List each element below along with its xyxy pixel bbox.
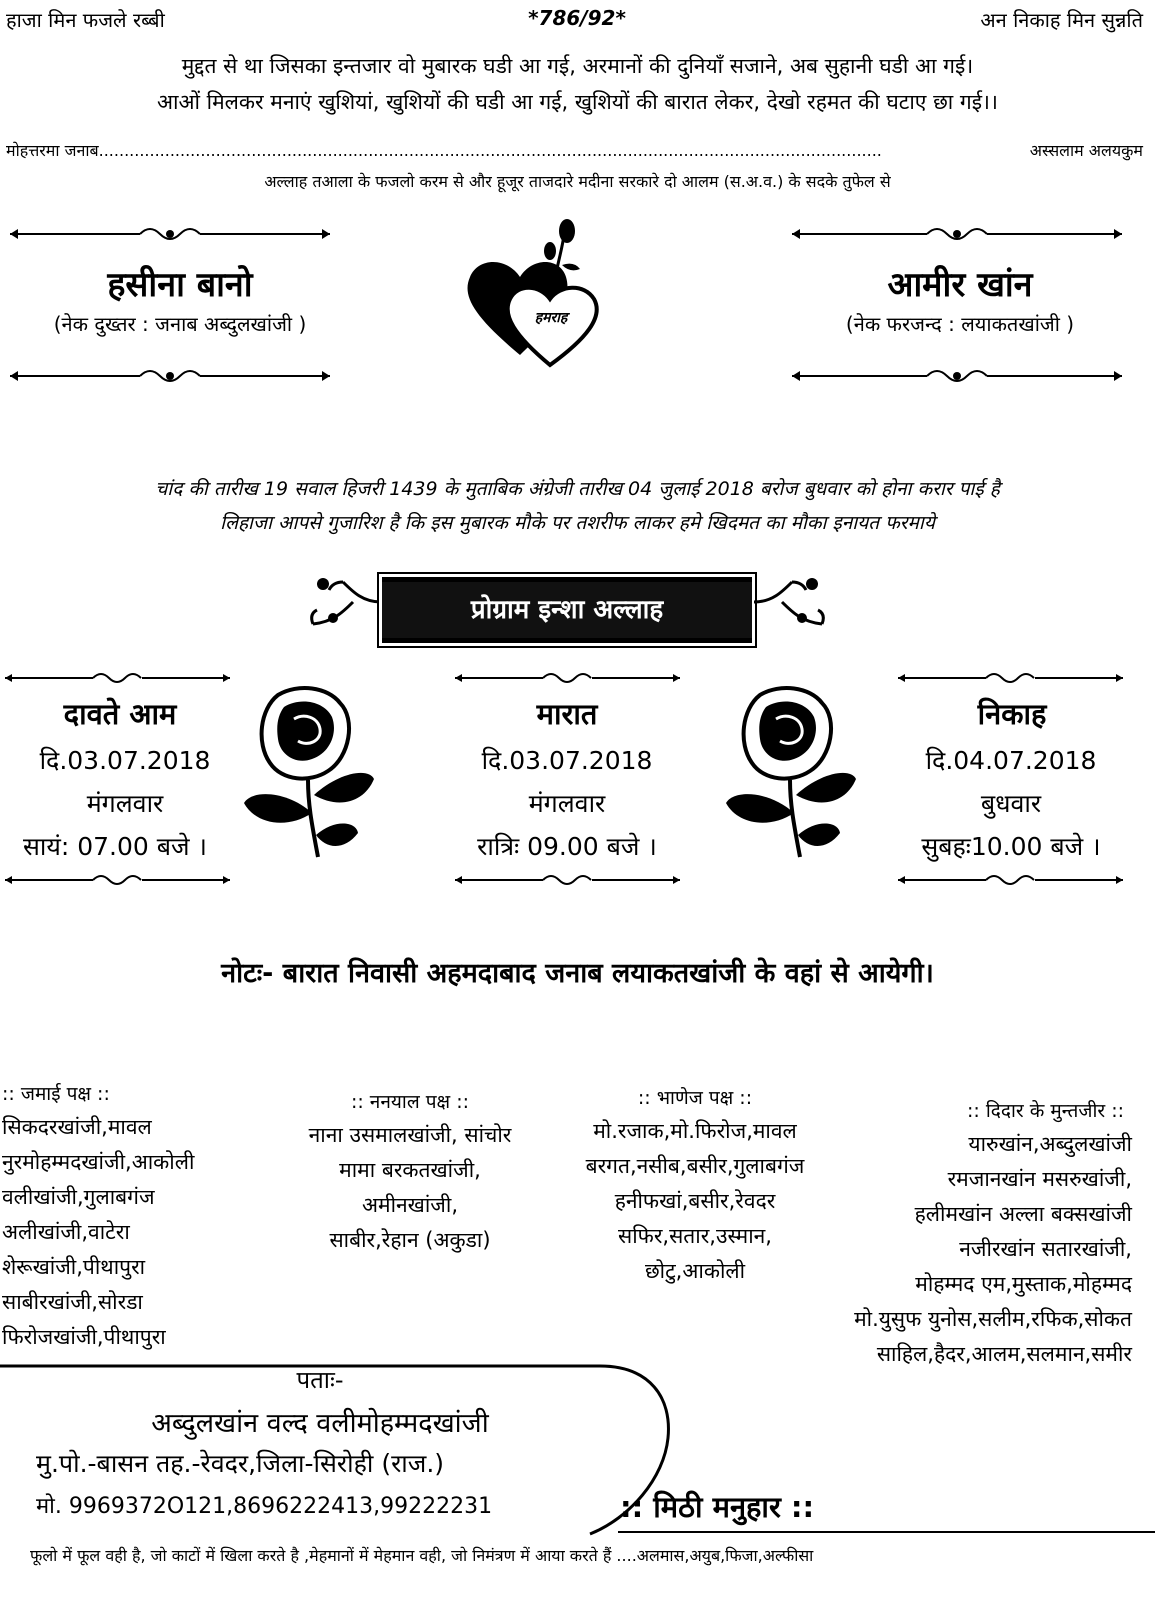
family-nanyal (265, 1088, 555, 1258)
event-date: दि.03.07.2018 (481, 746, 653, 775)
verse-line-1: मुद्दत से था जिसका इन्तजार वो मुबारक घडी आ गई, अरमानों की दुनियाँ सजाने, अब सुहानी घडी आ गई। (181, 54, 974, 78)
list-item: हलीमखांन अल्ला बक्सखांजी (914, 1202, 1132, 1226)
note-line: नोटः- बारात निवासी अहमदाबाद जनाब लयाकतखांजी के वहां से आयेगी। (221, 958, 934, 989)
event-day: मंगलवार (528, 789, 606, 818)
program-banner: प्रोग्राम इन्शा अल्लाह (382, 577, 752, 643)
hearts-emblem (462, 215, 607, 370)
event-day: मंगलवार (86, 789, 164, 818)
family-heading: :: भाणेज पक्ष :: (637, 1087, 753, 1109)
ornament-divider (10, 367, 330, 385)
ornament-divider (5, 872, 230, 888)
list-item: सिकदरखांजी,मावल (2, 1115, 152, 1139)
ornament-divider (455, 670, 680, 686)
verse-line-2: आओं मिलकर मनाएं खुशियां, खुशियों की घडी आ गई, खुशियों की बारात लेकर, देखो रहमत की घटाए छा गई।। (157, 90, 998, 114)
event-date: दि.04.07.2018 (925, 746, 1097, 775)
list-item: साबीरखांजी,सोरडा (2, 1290, 143, 1314)
ornament-divider (5, 670, 230, 686)
announcement-line-1: चांद की तारीख 19 सवाल हिजरी 1439 के मुताबिक अंग्रेजी तारीख 04 जुलाई 2018 बरोज बुधवार को होना करार पाई है (155, 478, 1000, 500)
bride-parent: (नेक दुख्तर : जनाब अब्दुलखांजी ) (53, 312, 307, 336)
bride-name: हसीना बानो (107, 265, 253, 305)
family-heading: :: जमाई पक्ष :: (2, 1083, 110, 1105)
address-place: मु.पो.-बासन तह.-रेवदर,जिला-सिरोही (राज.) (36, 1449, 445, 1478)
address-name: अब्दुलखांन वल्द वलीमोहम्मदखांजी (151, 1408, 489, 1439)
groom-name: आमीर खांन (887, 265, 1033, 305)
rose-hearts-icon (462, 215, 607, 370)
event-time: सुबहः10.00 बजे । (921, 832, 1101, 861)
event-time: रात्रिः 09.00 बजे । (477, 832, 657, 861)
groom-parent: (नेक फरजन्द : लयाकतखांजी ) (845, 312, 1075, 336)
event-title: दावते आम (63, 697, 177, 731)
ornament-divider (10, 225, 330, 243)
list-item: नुरमोहम्मदखांजी,आकोली (2, 1150, 195, 1174)
list-item: नजीरखांन सतारखांजी, (959, 1237, 1132, 1261)
family-didar (760, 1097, 1132, 1372)
family-heading: :: ननयाल पक्ष :: (350, 1091, 470, 1113)
event-time: सायं: 07.00 बजे । (22, 832, 207, 861)
list-item: फिरोजखांजी,पीथापुरा (2, 1325, 166, 1349)
ornament-divider (792, 367, 1122, 385)
list-item: शेरूखांजी,पीथापुरा (2, 1255, 146, 1279)
footer-line: फूलो में फूल वही है, जो काटों में खिला करते है ,मेहमानों में मेहमान वही, जो निमंत्रण में आया करते हैं ....अलमास,अयुब,फिजा,अल्फीसा (30, 1546, 814, 1565)
list-item: वलीखांजी,गुलाबगंज (2, 1185, 155, 1209)
rose-icon (238, 685, 378, 860)
list-item: मो.युसुफ युनोस,सलीम,रफिक,सोकत (854, 1307, 1132, 1331)
family-heading: :: दिदार के मुन्तजीर :: (967, 1100, 1124, 1122)
ornament-divider (898, 670, 1123, 686)
rose-icon (720, 685, 860, 860)
blessing-line: अल्लाह तआला के फजलो करम से और हूजूर ताजदारे मदीना सरकारे दो आलम (स.अ.व.) के सदके तुफेल से (264, 172, 891, 191)
divider-line (618, 1531, 1155, 1533)
header-right-text: अन निकाह मिन सुन्नति (980, 8, 1143, 32)
list-item: सफिर,सतार,उस्मान, (618, 1224, 772, 1248)
address-label: पताः- (296, 1366, 344, 1394)
list-item: मोहम्मद एम,मुस्ताक,मोहम्मद (915, 1272, 1132, 1296)
family-jamai (2, 1080, 282, 1355)
list-item: अलीखांजी,वाटेरा (2, 1220, 130, 1244)
address-phone: मो. 9969372O121,8696222413,99222231 (36, 1494, 493, 1519)
header-center-number: *786/92* (528, 6, 626, 30)
list-item: अमीनखांजी, (361, 1193, 458, 1217)
list-item: बरगत,नसीब,बसीर,गुलाबगंज (585, 1154, 805, 1178)
greeting-right: अस्सलाम अलयकुम (1029, 141, 1143, 160)
event-title: निकाह (977, 697, 1047, 731)
ornament-divider (455, 872, 680, 888)
list-item: रमजानखांन मसरुखांजी, (947, 1167, 1132, 1191)
list-item: यारुखांन,अब्दुलखांजी (968, 1132, 1132, 1156)
announcement-line-2: लिहाजा आपसे गुजारिश है कि इस मुबारक मौके पर तशरीफ लाकर हमे खिदमत का मौका इनायत फरमाये (220, 512, 935, 534)
event-title: मारात (536, 697, 598, 731)
greeting-left: मोहत्तरमा जनाब.......................................................................................................................................................... (6, 141, 882, 160)
floral-flourish-icon (752, 572, 832, 632)
list-item: मामा बरकतखांजी, (339, 1158, 481, 1182)
ornament-divider (898, 872, 1123, 888)
ornament-divider (792, 225, 1122, 243)
mithi-manuhar-title: :: मिठी मनुहार :: (620, 1490, 815, 1524)
list-item: साहिल,हैदर,आलम,सलमान,समीर (876, 1342, 1132, 1366)
list-item: मो.रजाक,मो.फिरोज,मावल (593, 1119, 797, 1143)
header-left-text: हाजा मिन फजले रब्बी (6, 8, 165, 32)
list-item: साबीर,रेहान (अकुडा) (329, 1228, 491, 1252)
emblem-text: हमराह (534, 310, 568, 326)
list-item: छोटु,आकोली (644, 1259, 746, 1283)
event-date: दि.03.07.2018 (39, 746, 211, 775)
list-item: नाना उसमालखांजी, सांचोर (308, 1123, 512, 1147)
floral-flourish-icon (303, 572, 383, 632)
event-day: बुधवार (980, 789, 1042, 818)
list-item: हनीफखां,बसीर,रेवदर (614, 1189, 776, 1213)
